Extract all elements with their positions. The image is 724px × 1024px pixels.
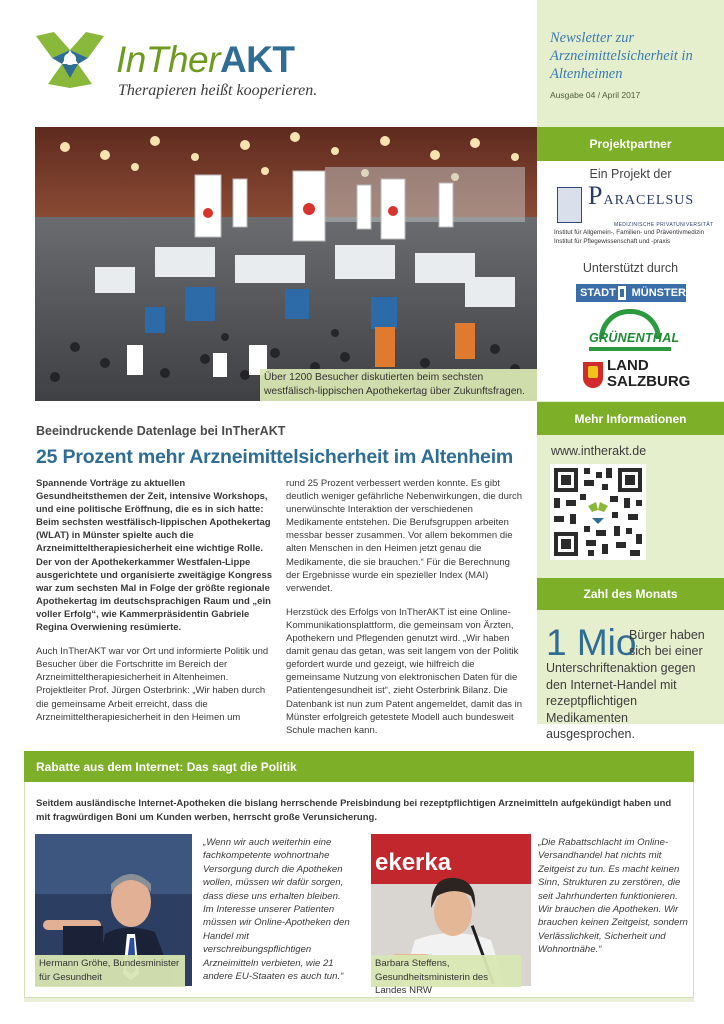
newsletter-title: Newsletter zur Arzneimittelsicherheit in Altenheimen — [550, 30, 693, 82]
muenster-stadt-text: STADT — [580, 287, 616, 299]
number-of-month-line-2: sich bei einer — [629, 644, 703, 658]
land-salzburg-logo-text — [607, 358, 690, 390]
number-of-month-heading: Zahl des Monats — [537, 578, 724, 610]
groehe-quote: „Wenn wir auch weiterhin eine fachkompetente wohnortnahe Versorgung durch die Apotheken wollen, müssen wir dafür sorgen, dass diese uns erhalten bleiben. Im Interesse unserer Patienten müssen wir Online-Apotheken den Handel mit verschreibungspflichtigen Arzneimitteln verbieten, wie 21 andere EU-Staaten es auch tun.“ — [203, 837, 350, 983]
number-of-month-line-1: Bürger haben — [629, 628, 705, 642]
paracelsus-p: P — [588, 181, 604, 210]
photo-caption: Über 1200 Besucher diskutierten beim sechsten westfälisch-lippischen Apothekertag über Zukunftsfragen. — [260, 369, 537, 401]
paracelsus-subline: MEDIZINISCHE PRIVATUNIVERSITÄT — [614, 222, 714, 228]
paracelsus-rest: ARACELSUS — [603, 193, 695, 208]
project-of-label: Ein Projekt der — [589, 167, 672, 181]
brand-ther: Ther — [145, 39, 220, 80]
article-paragraph: Auch InTherAKT war vor Ort und informierte Politik und Besucher über die Fortschritte im Bereich der Arzneimitteltherapiesicherheit in Altenheimen. Projektleiter Prof. Jürgen Osterbrink: „Wir haben durch die gemeinsame Arbeit erreicht, dass die Arzneimitteltherapiesicherheit in den Heimen um — [36, 646, 269, 723]
paracelsus-institute-1: Institut für Allgemein-, Familien- und Präventivmedizin — [554, 229, 705, 236]
more-info-heading: Mehr Informationen — [537, 402, 724, 435]
steffens-caption: Barbara Steffens, Gesundheitsministerin des Landes NRW — [371, 955, 521, 987]
website-link[interactable]: www.intherakt.de — [551, 444, 647, 458]
congress-photo — [35, 127, 537, 401]
article-kicker: Beeindruckende Datenlage bei InTherAKT — [36, 424, 286, 438]
article-title: 25 Prozent mehr Arzneimittelsicherheit im Altenheim — [36, 446, 514, 468]
gruenenthal-bar — [589, 347, 671, 351]
salzburg-shield-icon — [583, 362, 603, 388]
groehe-caption: Hermann Gröhe, Bundesminister für Gesundheit — [35, 955, 185, 987]
brand-in: In — [116, 39, 146, 80]
gruenenthal-logo — [589, 309, 680, 351]
politics-box-heading: Rabatte aus dem Internet: Das sagt die Politik — [24, 751, 694, 782]
stadt-muenster-logo — [576, 284, 686, 302]
brand-akt: AKT — [219, 39, 295, 80]
salzburg-line-1: LAND — [607, 357, 649, 374]
salzburg-line-2: SALZBURG — [607, 373, 691, 390]
number-of-month-value: 1 Mio — [546, 622, 637, 663]
newsletter-issue: Ausgabe 04 / April 2017 — [550, 90, 641, 100]
qr-code-icon[interactable] — [550, 464, 646, 560]
number-of-month-text: Unterschriftenaktion gegen den Internet-Handel mit rezeptpflichtigen Medikamenten ausgesprochen. — [546, 661, 696, 741]
steffens-backdrop-text: ekerka — [375, 849, 452, 876]
politics-box-shadow — [24, 998, 694, 1002]
muenster-tower-icon — [616, 284, 627, 302]
article-paragraph: rund 25 Prozent verbessert werden konnte. Es gibt deutlich weniger gefährliche Nebenwirkungen, die durch unerwünschte Interaktion der verschiedenen Medikamente entstehen. Die Berufsgruppen arbeiten messbar besser zusammen. Vor allem bekommen die alten Menschen in den Heimen jetzt genau die Medikamente, die sie brauchen.“ Für die Berechnung der Ergebnisse wurde ein spezieller Index (MAI) verwendet. — [286, 478, 523, 594]
paracelsus-seal-icon — [557, 187, 582, 223]
article-column-1 — [36, 477, 272, 735]
brand-wordmark — [116, 40, 294, 80]
steffens-quote: „Die Rabattschlacht im Online-Versandhandel hat nichts mit Zeitgeist zu tun. Es macht keinen Sinn, Strukturen zu zerstören, die seit Jahrhunderten funktionieren. Wir brauchen die Apotheken. Wir brauchen keinen Zeitgeist, sondern Verlässlichkeit, Sicherheit und Wohnortnähe.“ — [538, 837, 688, 956]
paracelsus-logo-text — [588, 183, 694, 209]
intherakt-logo-icon — [30, 28, 110, 90]
gruenenthal-text: GRÜNENTHAL — [589, 331, 680, 345]
politics-box-lead: Seitdem ausländische Internet-Apotheken die bislang herrschende Preisbindung bei rezeptpflichtigen Arzneimitteln aufgekündigt haben und mit fragwürdigen Boni um Kunden werben, herrscht große Verunsicherung. — [36, 798, 672, 823]
supported-by-label: Unterstützt durch — [582, 261, 679, 275]
paracelsus-institute-2: Institut für Pflegewissenschaft und -praxis — [554, 238, 671, 245]
tagline: Therapieren heißt kooperieren. — [118, 82, 318, 99]
muenster-name-text: MÜNSTER — [631, 287, 686, 299]
article-column-2 — [286, 477, 526, 748]
article-lead: Spannende Vorträge zu aktuellen Gesundheitsthemen der Zeit, intensive Workshops, und eine politische Eröffnung, die es in sich hatte: Beim sechsten westfälisch-lippischen Apothekertag (WLAT) in Münster spielte auch die Arzneimitteltherapiesicherheit eine wichtige Rolle. Der von der Apothekerkammer Westfalen-Lippe ausgerichtete und organisierte zweitägige Kongress war zum sechsten Mal in Folge der größte regionale Apothekertag im deutschsprachigen Raum und „ein voller Erfolg“, wie Kammerpräsidentin Gabriele Regina Overwiening resümierte. — [36, 478, 272, 634]
article-paragraph: Herzstück des Erfolgs von InTherAKT ist eine Online-Kommunikationsplattform, die gemeinsam von Ärzten, Apothekern und Pflegenden genutzt wird. „Wir haben damit genau das getan, was seit langem von der Politik gefordert wurde und gezeigt, wie hilfreich die gemeinsame Nutzung von elektronischen Daten für die Patientengesundheit ist“, zieht Osterbrink Bilanz. Die Datenbank ist nun zum Patent angemeldet, damit das in Münster erfolgreich getestete Modell auch bundesweit Schule machen kann. — [286, 606, 523, 736]
partners-heading: Projektpartner — [537, 127, 724, 161]
congress-hall-image — [35, 127, 537, 401]
